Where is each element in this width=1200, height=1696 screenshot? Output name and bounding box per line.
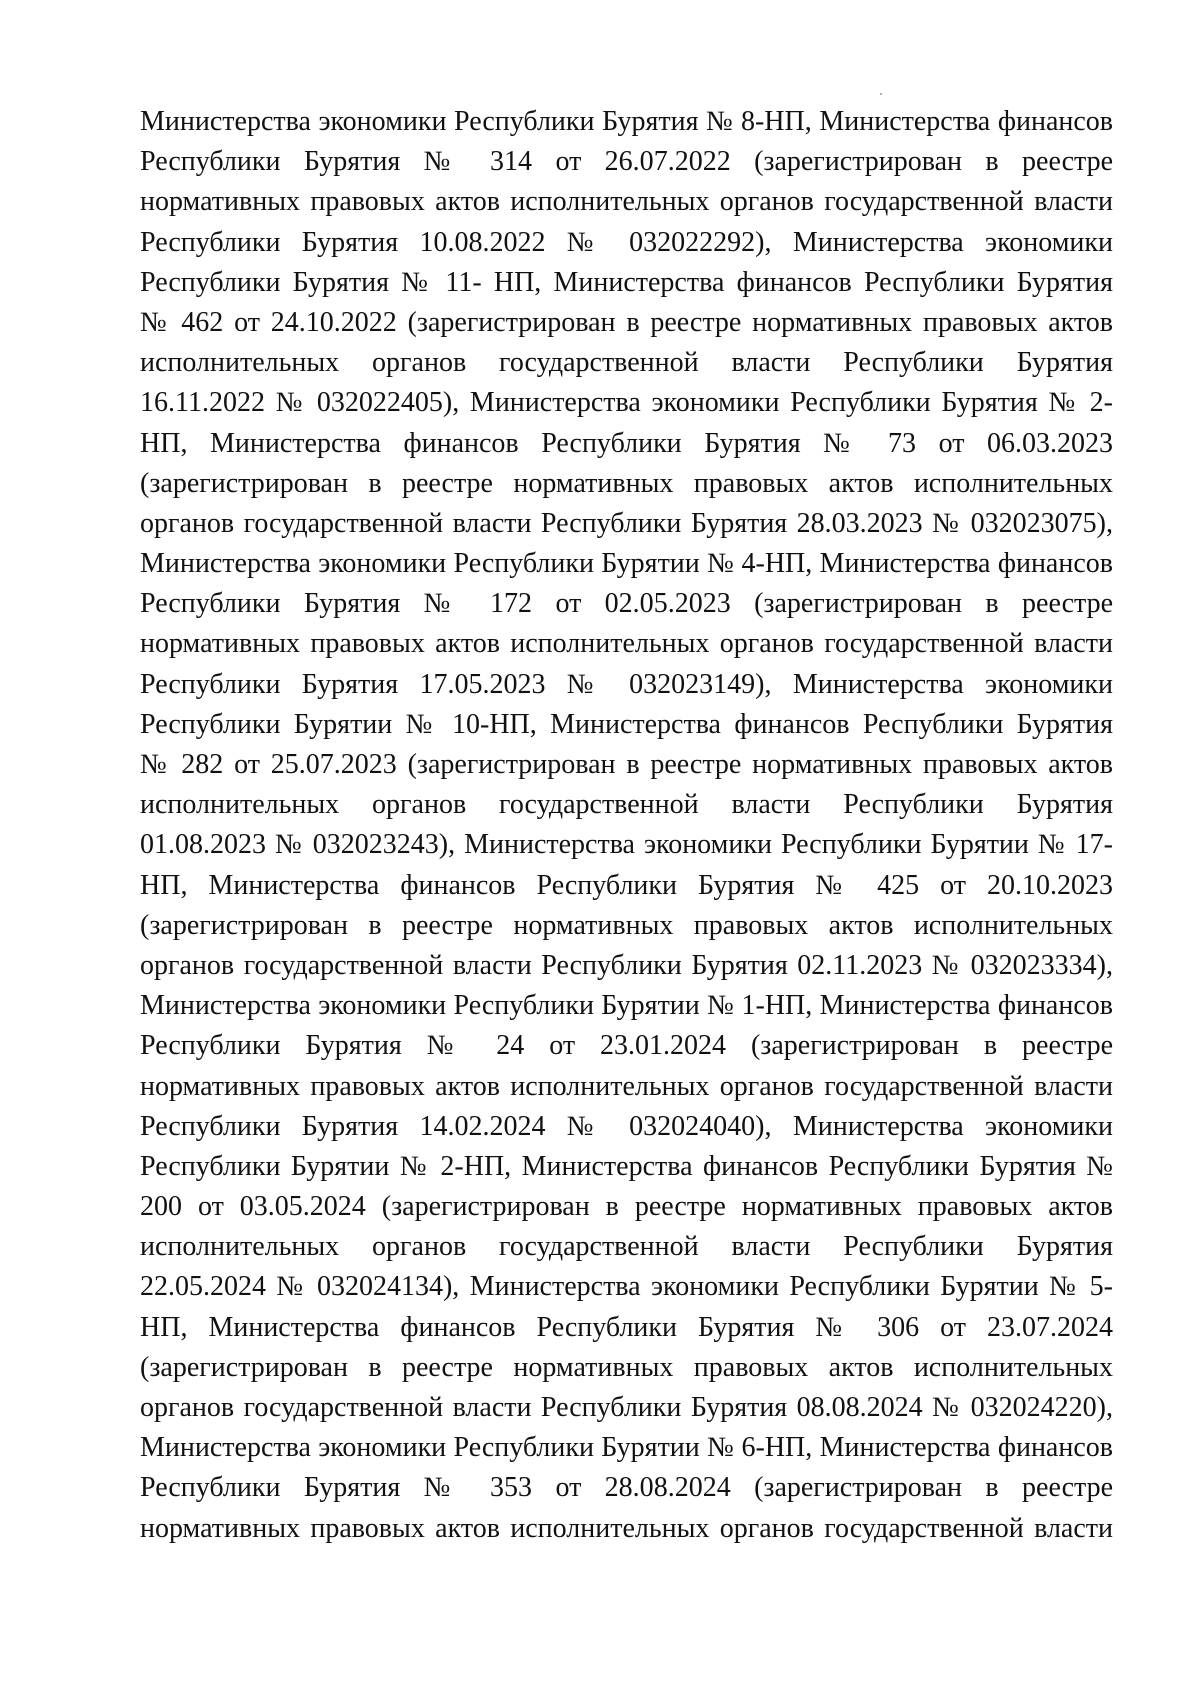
- text-line: нормативных правовых актов исполнительных органов государственной власти: [140, 186, 1113, 218]
- text-line: Республики Бурятия № 172 от 02.05.2023 (зарегистрирован в реестре: [140, 588, 1113, 620]
- text-line: органов государственной власти Республики Бурятия 08.08.2024 № 032024220),: [140, 1392, 1113, 1423]
- text-line: (зарегистрирован в реестре нормативных правовых актов исполнительных: [140, 909, 1113, 941]
- text-line: нормативных правовых актов исполнительных органов государственной власти: [140, 628, 1113, 660]
- text-line: исполнительных органов государственной власти Республики Бурятия: [140, 789, 1113, 821]
- text-line: Республики Бурятия 14.02.2024 № 032024040), Министерства экономики: [140, 1110, 1113, 1142]
- text-line: Министерства экономики Республики Бурятии № 4-НП, Министерства финансов: [140, 548, 1113, 580]
- text-line: 16.11.2022 № 032022405), Министерства экономики Республики Бурятия № 2-: [140, 387, 1113, 419]
- text-line: НП, Министерства финансов Республики Бурятия № 73 от 06.03.2023: [140, 427, 1113, 459]
- text-line: НП, Министерства финансов Республики Бурятия № 306 от 23.07.2024: [140, 1311, 1113, 1343]
- text-line: Министерства экономики Республики Бурятия № 8-НП, Министерства финансов: [140, 106, 1113, 137]
- text-line: 22.05.2024 № 032024134), Министерства экономики Республики Бурятии № 5-: [140, 1271, 1113, 1303]
- text-line: нормативных правовых актов исполнительных органов государственной власти: [140, 1070, 1113, 1102]
- text-line: Республики Бурятия 17.05.2023 № 032023149), Министерства экономики: [140, 668, 1113, 700]
- text-line: № 282 от 25.07.2023 (зарегистрирован в реестре нормативных правовых актов: [140, 749, 1113, 780]
- text-line: Республики Бурятии № 2-НП, Министерства финансов Республики Бурятия №: [140, 1150, 1113, 1182]
- text-line: Министерства экономики Республики Бурятии № 1-НП, Министерства финансов: [140, 990, 1113, 1022]
- text-line: Республики Бурятия № 24 от 23.01.2024 (зарегистрирован в реестре: [140, 1030, 1113, 1062]
- text-line: органов государственной власти Республики Бурятия 28.03.2023 № 032023075),: [140, 507, 1113, 539]
- text-line: № 462 от 24.10.2022 (зарегистрирован в реестре нормативных правовых актов: [140, 306, 1113, 338]
- text-line: 200 от 03.05.2024 (зарегистрирован в реестре нормативных правовых актов: [140, 1191, 1113, 1223]
- text-line: (зарегистрирован в реестре нормативных правовых актов исполнительных: [140, 467, 1113, 499]
- text-line: Республики Бурятии № 10-НП, Министерства финансов Республики Бурятия: [140, 708, 1113, 740]
- text-line: нормативных правовых актов исполнительных органов государственной власти: [140, 1512, 1113, 1544]
- document-body-text: [140, 102, 1113, 1549]
- text-line: органов государственной власти Республики Бурятия 02.11.2023 № 032023334),: [140, 949, 1113, 981]
- text-line: (зарегистрирован в реестре нормативных правовых актов исполнительных: [140, 1351, 1113, 1383]
- text-line: 01.08.2023 № 032023243), Министерства экономики Республики Бурятии № 17-: [140, 829, 1113, 861]
- text-line: исполнительных органов государственной власти Республики Бурятия: [140, 1231, 1113, 1263]
- scan-speck: [880, 93, 882, 95]
- text-line: Республики Бурятия № 314 от 26.07.2022 (зарегистрирован в реестре: [140, 146, 1113, 178]
- text-line: Республики Бурятия 10.08.2022 № 032022292), Министерства экономики: [140, 226, 1113, 258]
- text-line: Республики Бурятия № 353 от 28.08.2024 (зарегистрирован в реестре: [140, 1472, 1113, 1504]
- text-line: НП, Министерства финансов Республики Бурятия № 425 от 20.10.2023: [140, 869, 1113, 901]
- text-line: исполнительных органов государственной власти Республики Бурятия: [140, 347, 1113, 379]
- text-line: Министерства экономики Республики Бурятии № 6-НП, Министерства финансов: [140, 1432, 1113, 1464]
- text-line: Республики Бурятия № 11- НП, Министерства финансов Республики Бурятия: [140, 266, 1113, 298]
